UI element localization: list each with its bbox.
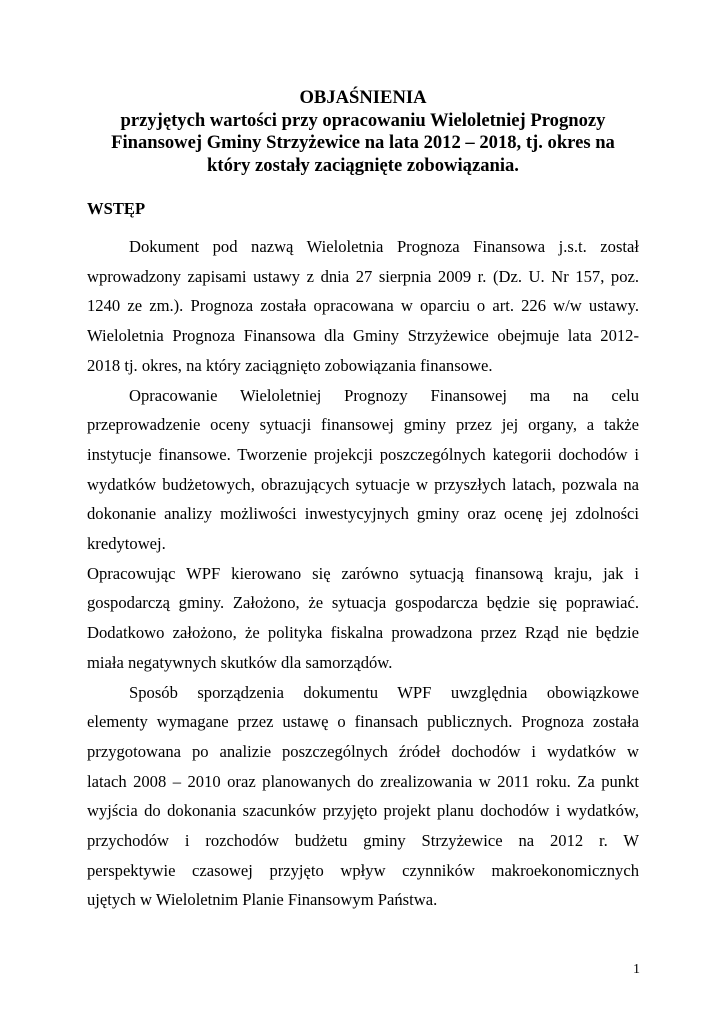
paragraph-4 — [87, 678, 639, 916]
text-line: gospodarczą gminy. Założono, że sytuacja gospodarcza będzie się poprawiać. — [87, 593, 639, 613]
paragraph-1 — [87, 232, 639, 381]
text-line: 2018 tj. okres, na który zaciągnięto zobowiązania finansowe. — [87, 355, 493, 375]
text-line: perspektywie czasowej przyjęto wpływ czynników makroekonomicznych — [87, 860, 639, 880]
document-title — [88, 87, 638, 177]
paragraph-2 — [87, 381, 639, 559]
text-line: przychodów i rozchodów budżetu gminy Strzyżewice na 2012 r. W — [87, 831, 639, 851]
text-line: ujętych w Wieloletnim Planie Finansowym Państwa. — [87, 890, 438, 910]
text-line: Opracowując WPF kierowano się zarówno sytuacją finansową kraju, jak i — [87, 563, 639, 583]
text-line: wyjścia do dokonania szacunków przyjęto projekt planu dochodów i wydatków, — [87, 801, 639, 821]
text-line: przeprowadzenie oceny sytuacji finansowej gminy przez jej organy, a także — [87, 415, 639, 435]
page-number: 1 — [633, 962, 640, 977]
text-line: elementy wymagane przez ustawę o finansach publicznych. Prognoza została — [87, 712, 639, 732]
text-line: Dokument pod nazwą Wieloletnia Prognoza Finansowa j.s.t. został — [129, 237, 639, 256]
title-line: OBJAŚNIENIA — [299, 87, 427, 108]
text-line: kredytowej. — [87, 534, 166, 554]
text-line: instytucje finansowe. Tworzenie projekcji poszczególnych kategorii dochodów i — [87, 444, 639, 464]
text-line: 1240 ze zm.). Prognoza została opracowana w oparciu o art. 226 w/w ustawy. — [87, 296, 639, 316]
text-line: wprowadzony zapisami ustawy z dnia 27 sierpnia 2009 r. (Dz. U. Nr 157, poz. — [87, 266, 639, 286]
text-line: dokonanie analizy możliwości inwestycyjnych gminy oraz ocenę jej zdolności — [87, 504, 639, 524]
text-line: wydatków budżetowych, obrazujących sytuacje w przyszłych latach, pozwala na — [87, 474, 639, 494]
text-line: przygotowana po analizie poszczególnych źródeł dochodów i wydatków w — [87, 741, 639, 761]
section-heading: WSTĘP — [87, 199, 146, 218]
text-line: Dodatkowo założono, że polityka fiskalna prowadzona przez Rząd nie będzie — [87, 623, 639, 643]
text-line: Wieloletnia Prognoza Finansowa dla Gminy Strzyżewice obejmuje lata 2012- — [87, 326, 639, 346]
paragraph-3 — [87, 559, 639, 678]
title-line: przyjętych wartości przy opracowaniu Wieloletniej Prognozy — [120, 109, 606, 131]
text-line: Opracowanie Wieloletniej Prognozy Finansowej ma na celu — [129, 385, 639, 405]
title-line: który zostały zaciągnięte zobowiązania. — [207, 154, 519, 176]
text-line: miała negatywnych skutków dla samorządów. — [87, 652, 393, 672]
document-body — [87, 232, 639, 915]
title-line: Finansowej Gminy Strzyżewice na lata 2012 – 2018, tj. okres na — [111, 132, 615, 154]
text-line: Sposób sporządzenia dokumentu WPF uwzględnia obowiązkowe — [129, 682, 639, 702]
text-line: latach 2008 – 2010 oraz planowanych do zrealizowania w 2011 roku. Za punkt — [87, 771, 639, 791]
